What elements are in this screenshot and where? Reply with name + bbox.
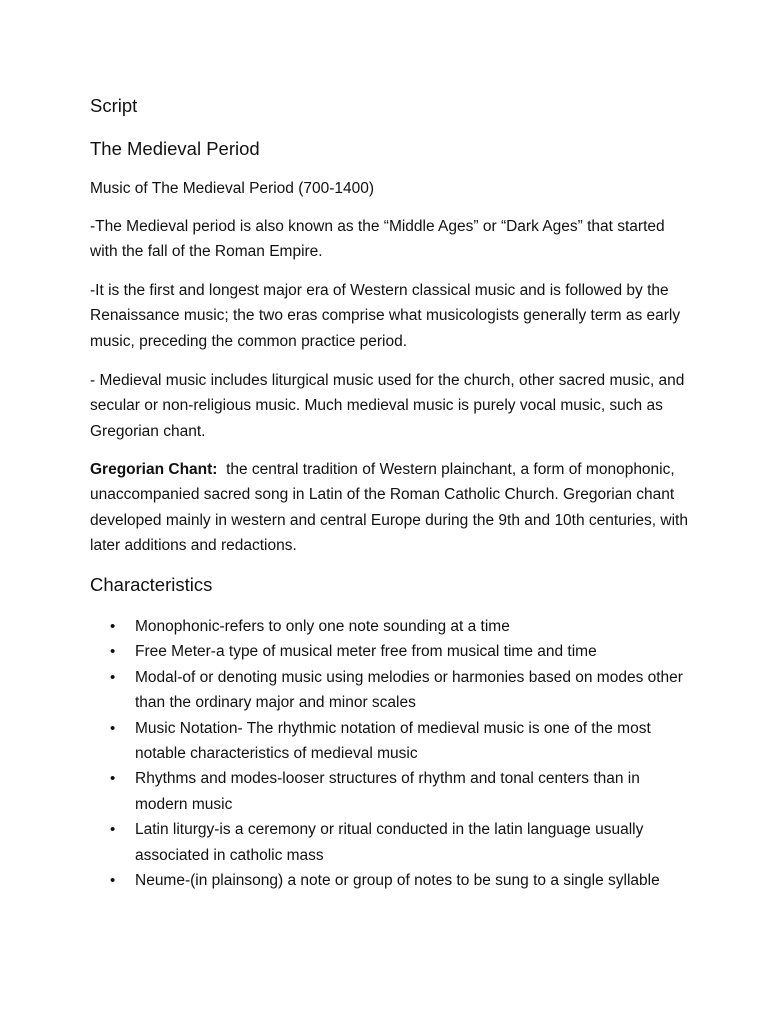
section-heading: The Medieval Period [90, 138, 260, 159]
paragraph-middle-ages: -The Medieval period is also known as the “Middle Ages” or “Dark Ages” that started with the fall of the Roman Empire. [90, 218, 665, 261]
characteristics-list [90, 614, 690, 893]
paragraph-medieval-music: - Medieval music includes liturgical music used for the church, other sacred music, and secular or non-religious music. Much medieval music is purely vocal music, such as Gregorian chant. [90, 372, 685, 440]
paragraph-first-era: -It is the first and longest major era of Western classical music and is followed by the Renaissance music; the two eras comprise what musicologists generally term as early music, preceding the common practice period. [90, 282, 681, 350]
list-item-text: Latin liturgy-is a ceremony or ritual conducted in the latin language usually associated in catholic mass [135, 821, 644, 864]
list-item [90, 868, 690, 893]
list-item [90, 665, 690, 716]
list-item [90, 716, 690, 767]
list-item-text: Music Notation- The rhythmic notation of medieval music is one of the most notable characteristics of medieval music [135, 719, 651, 763]
gregorian-definition: the central tradition of Western plainchant, a form of monophonic, unaccompanied sacred song in Latin of the Roman Catholic Church. Gregorian chant developed mainly in western and central Europe during the 9th and 10th centuries, with later additions and redactions. [90, 461, 688, 555]
bullet-icon: • [110, 618, 116, 635]
paragraph-gregorian-chant [90, 457, 690, 559]
document-title: Script [90, 95, 138, 116]
list-item [90, 817, 690, 868]
bullet-icon: • [110, 643, 116, 661]
list-item [90, 639, 690, 664]
bullet-icon: • [110, 719, 116, 737]
subheading: Music of The Medieval Period (700-1400) [90, 180, 375, 197]
list-item [90, 614, 690, 639]
list-item-text: Neume-(in plainsong) a note or group of notes to be sung to a single syllable [135, 872, 660, 890]
list-item-text: Rhythms and modes-looser structures of rhythm and tonal centers than in modern music [135, 770, 640, 813]
bullet-icon: • [110, 770, 116, 788]
gregorian-term: Gregorian Chant: [90, 461, 218, 478]
characteristics-heading: Characteristics [90, 574, 213, 595]
list-item-text: Free Meter-a type of musical meter free from musical time and time [135, 643, 597, 661]
bullet-icon: • [110, 668, 116, 686]
list-item [90, 766, 690, 817]
list-item-text: Monophonic-refers to only one note sounding at a time [135, 618, 510, 635]
bullet-icon: • [110, 872, 116, 890]
list-item-text: Modal-of or denoting music using melodies or harmonies based on modes other than the ordinary major and minor scales [135, 668, 683, 712]
bullet-icon: • [110, 821, 116, 839]
